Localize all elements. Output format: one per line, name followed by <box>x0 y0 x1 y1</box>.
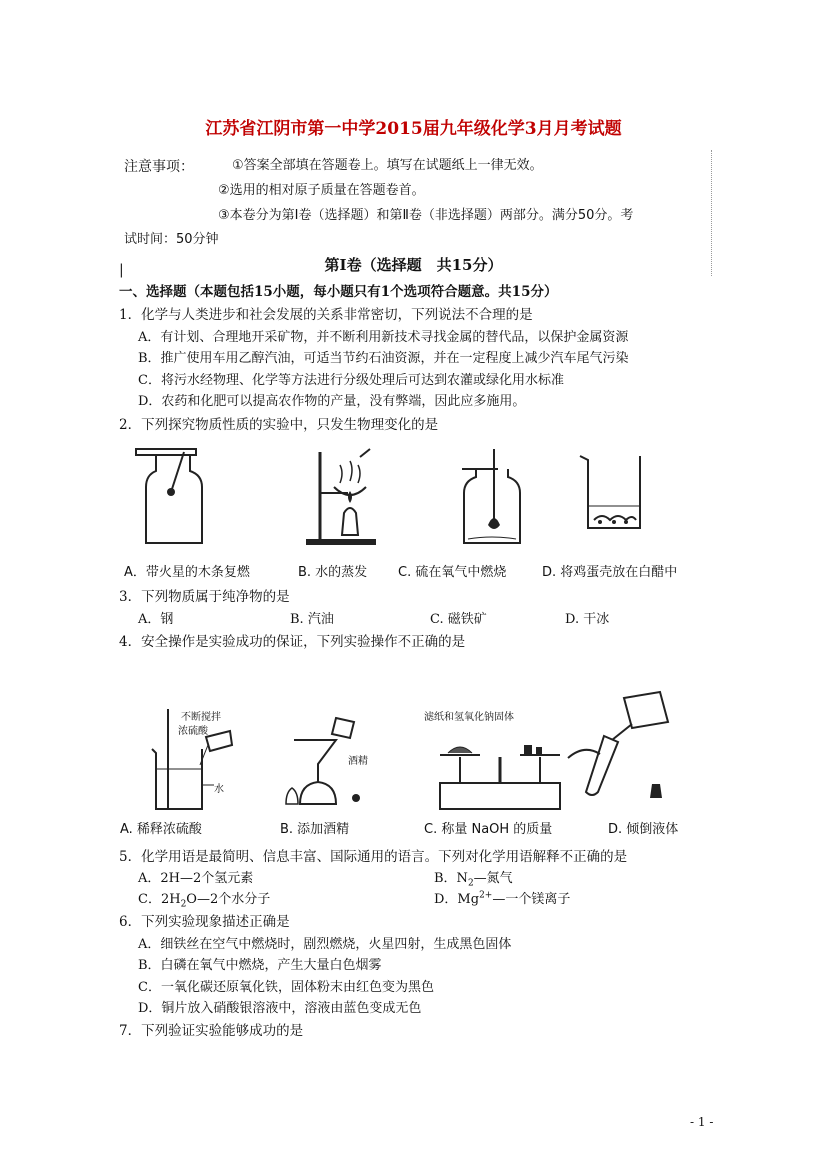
q6-stem: 6．下列实验现象描述正确是 <box>119 914 290 930</box>
q4-caption-d: D. 倾倒液体 <box>608 822 679 837</box>
q4-label-alcohol: 酒精 <box>348 756 368 767</box>
notice-line-2: ②选用的相对原子质量在答题卷首。 <box>218 183 425 198</box>
q6-option-d: D．铜片放入硝酸银溶液中，溶液由蓝色变成无色 <box>138 1001 422 1016</box>
notice-line-3: ③本卷分为第Ⅰ卷（选择题）和第Ⅱ卷（非选择题）两部分。满分50分。考 <box>218 208 634 223</box>
q2-figure-a-bottle <box>134 447 214 547</box>
q6-option-a: A．细铁丝在空气中燃烧时，剧烈燃烧，火星四射，生成黑色固体 <box>138 937 512 952</box>
notice-box <box>118 150 710 250</box>
q3-stem: 3．下列物质属于纯净物的是 <box>119 589 290 605</box>
q4-stem: 4．安全操作是实验成功的保证，下列实验操作不正确的是 <box>119 634 466 650</box>
q2-figure-b-evaporation <box>300 447 390 547</box>
q4-label-water: 水 <box>214 784 224 795</box>
q4-figure-c-balance <box>430 717 570 813</box>
q3-option-b: B. 汽油 <box>290 612 334 627</box>
q1-option-a: A．有计划、合理地开采矿物，并不断利用新技术寻找金属的替代品，以保护金属资源 <box>138 330 629 345</box>
q6-option-c: C．一氧化碳还原氧化铁，固体粉末由红色变为黑色 <box>138 980 434 995</box>
q3-option-a: A．钢 <box>138 612 174 627</box>
q2-caption-d: D. 将鸡蛋壳放在白醋中 <box>542 565 678 580</box>
q1-option-d: D．农药和化肥可以提高农作物的产量，没有弊端，因此应多施用。 <box>138 394 526 409</box>
part-heading: 一、选择题（本题包括15小题，每小题只有1个选项符合题意。共15分） <box>119 284 558 300</box>
q3-option-d: D. 干冰 <box>565 612 610 627</box>
q4-caption-b: B. 添加酒精 <box>280 822 350 837</box>
q2-caption-a: A．带火星的木条复燃 <box>124 565 250 580</box>
q4-label-acid: 浓硫酸 <box>178 726 208 737</box>
q7-stem: 7．下列验证实验能够成功的是 <box>119 1023 304 1039</box>
q5-option-d: D．$Mg^{2+}—$一个镁离子 <box>434 890 571 907</box>
text-cursor: | <box>119 262 124 278</box>
notice-label: 注意事项： <box>124 159 194 175</box>
q4-figure-d-pour-liquid <box>564 688 684 808</box>
document-title: 江苏省江阴市第一中学2015届九年级化学3月月考试题 <box>205 119 622 139</box>
notice-line-4: 试时间：50分钟 <box>124 232 219 247</box>
q1-stem: 1．化学与人类进步和社会发展的关系非常密切，下列说法不合理的是 <box>119 307 533 323</box>
page-number: - 1 - <box>690 1115 714 1129</box>
q5-stem: 5．化学用语是最简明、信息丰富、国际通用的语言。下列对化学用语解释不正确的是 <box>119 849 628 865</box>
q2-stem: 2．下列探究物质性质的实验中，只发生物理变化的是 <box>119 417 439 433</box>
q3-option-c: C. 磁铁矿 <box>430 612 487 627</box>
q1-option-c: C．将污水经物理、化学等方法进行分级处理后可达到农灌或绿化用水标准 <box>138 373 564 388</box>
q2-figure-c-sulfur <box>454 447 534 547</box>
q4-label-scale: 滤纸和氢氧化钠固体 <box>424 712 514 723</box>
q2-caption-c: C. 硫在氧气中燃烧 <box>398 565 507 580</box>
q1-option-b: B．推广使用车用乙醇汽油，可适当节约石油资源，并在一定程度上减少汽车尾气污染 <box>138 351 629 366</box>
q6-option-b: B．白磷在氧气中燃烧，产生大量白色烟雾 <box>138 958 382 973</box>
q2-figure-d-beaker <box>578 450 648 532</box>
section-title: 第Ⅰ卷（选择题 共15分） <box>324 256 503 274</box>
q4-caption-a: A. 稀释浓硫酸 <box>120 822 202 837</box>
q2-caption-b: B. 水的蒸发 <box>298 565 368 580</box>
q5-option-c: C．$2H_2O—2$个水分子 <box>138 892 271 910</box>
notice-line-1: ①答案全部填在答题卷上。填写在试题纸上一律无效。 <box>232 158 543 173</box>
q5-option-a: A．2H—2个氢元素 <box>138 871 254 886</box>
q4-caption-c: C. 称量 NaOH 的质量 <box>424 822 553 837</box>
q4-label-stir: 不断搅拌 <box>181 712 221 723</box>
q5-option-b: B．$N_2—$氮气 <box>434 871 513 889</box>
